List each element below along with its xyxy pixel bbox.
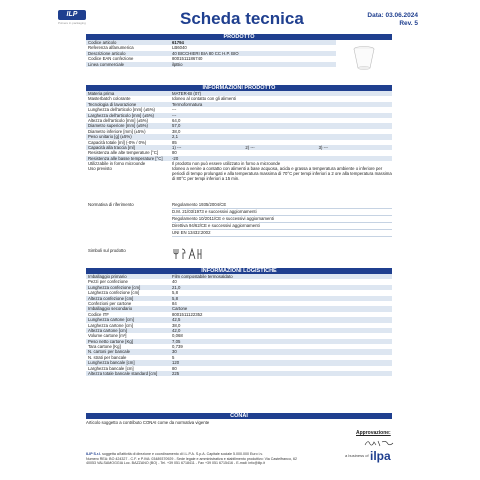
table-row: Materia prima MATER-BI (07) [86, 91, 392, 96]
table-row: Imballaggio secondario Cartone [86, 306, 392, 311]
table-row-uso: Uso previsto Idoneo a venire a contatto con alimenti a base acquosa, acida e grassa a temperatura ambiente o inferiore per periodi di tempo prolungati e alla temperatura massima di 70°C per tempi inferiori a 2 ore alla temperatura massima di 80°C per tempi inferiori a 15 min. [88, 166, 392, 182]
table-row: Diametro inferiore [mm] (±5%) 38,0 [88, 128, 181, 134]
conai-text: Articolo soggetto a contributo CONAI come da normativa vigente [86, 420, 210, 425]
ilip-logo: ILP [58, 10, 86, 20]
table-row: Imballaggio primario Film compostabile termosaldato [86, 274, 392, 279]
table-row: Referenza alfanumerica LB6040 [88, 45, 187, 51]
page-title: Scheda tecnica [180, 9, 304, 28]
table-row: Tecnologia di lavorazione Termoformatura [86, 102, 392, 107]
section-logistiche-heading: INFORMAZIONI LOGISTICHE [86, 268, 392, 274]
footer-line3: 40053 VALSAMOGGIA Loc. BAZZANO (BO) - Tel. +39 051 6718411 - Fax +39 051 6715416 - E-mail: info@ilip.it [86, 461, 266, 466]
table-row: Peso netto cartone [Kg] 7,05 [86, 339, 392, 344]
table-row: Confezioni per cartone 84 [88, 300, 177, 306]
table-row: Volume cartone [m³] 0,068 [88, 333, 183, 339]
footer-company: ILIP S.r.l. [86, 452, 102, 456]
list-item: Regolamento 10/2011/CE e successivi aggiornamenti [172, 216, 392, 223]
food-contact-symbol-icon [172, 248, 212, 260]
table-row: Resistenza alle alte temperature [°C] 80 [88, 150, 177, 156]
table-row: Diametro superiore [mm] (±5%) 57,0 [86, 123, 392, 128]
table-row: Descrizione articolo 40 BICCHIERI BIA 80 CC H.P. BIO [86, 51, 336, 56]
table-row: Linea commerciale ilpBio [86, 62, 336, 67]
revision-label: Rev. 5 [399, 20, 418, 27]
table-row: Capacità totale [ml] (-0% / 0%) 85 [88, 139, 177, 145]
table-row: Larghezza confezione [cm] 5,8 [88, 290, 178, 296]
table-row: N. strati per bancale 5 [88, 354, 175, 360]
table-row-capacita: Capacità alla traccia [ml] 1) --- 2) --- 3) --- [86, 145, 392, 150]
simboli-row [86, 248, 392, 260]
normativa-block [86, 202, 392, 237]
document-header [0, 0, 480, 30]
table-row: Larghezza dell'articolo [mm] (±5%) --- [86, 113, 392, 118]
table-row: Tara cartone [Kg] 0,739 [88, 344, 183, 350]
table-row: Peso unitario [g] (±5%) 2,1 [86, 134, 392, 139]
table-row: Larghezza bancale [cm] 80 [88, 365, 177, 371]
table-row: Lunghezza bancale [cm] 120 [86, 360, 392, 365]
table-row: Codice EAN confezione 8001511186740 [88, 56, 203, 62]
date-label: Data: 03.06.2024 [367, 12, 418, 19]
table-row: Codice articolo 61794 [86, 40, 336, 45]
info-prodotto-table [86, 91, 392, 181]
table-row: Altezza cartone [cm] 42,0 [86, 328, 392, 333]
simboli-label: Simboli sul prodotto [88, 248, 126, 253]
table-row: Masterbatch colorante Idoneo al contatto con gli alimenti [88, 96, 236, 102]
prodotto-table [86, 40, 336, 67]
table-row: Lunghezza confezione [cm] 21,0 [86, 285, 392, 290]
table-row: Altezza totale bancale standard [cm] 225 [86, 371, 392, 376]
section-info-prodotto-heading: INFORMAZIONI PRODOTTO [86, 85, 392, 91]
list-item: Direttiva 94/62/CE e successivi aggiornamenti [172, 223, 392, 230]
normativa-list [172, 202, 392, 237]
table-row: Lunghezza dell'articolo [mm] (±5%) --- [88, 107, 177, 113]
approvazione-label: Approvazione: [356, 430, 391, 436]
signature-stamp-icon [364, 438, 394, 448]
ilpa-logo: ilpa [370, 449, 391, 463]
footer-line1: soggetta all'attività di direzione e coordinamento di I.L.P.A. S.p.A. Capitale sociale 5.000.000 Euro i.v. [102, 452, 263, 456]
logistiche-table [86, 274, 392, 376]
normativa-label: Normativa di riferimento [88, 202, 134, 207]
company-footer [86, 452, 322, 466]
table-row: Altezza dell'articolo [mm] (±5%) 64,0 [88, 117, 181, 123]
date-block [367, 12, 418, 28]
list-item: D.M. 21/03/1973 e successivi aggiornamenti [172, 209, 392, 216]
table-row: Lunghezza cartone [cm] 42,5 [86, 317, 392, 322]
section-prodotto-heading: PRODOTTO [86, 34, 392, 40]
table-row: Codice ITF 8001511122352 [88, 311, 203, 317]
table-row: Altezza confezione [cm] 5,8 [86, 296, 392, 301]
section-conai-heading: CONAI [86, 413, 392, 419]
table-row: N. cartoni per bancale 30 [86, 349, 392, 354]
footer-business-of: a business of [345, 453, 369, 458]
list-item: Regolamento 1935/2004/CE [172, 202, 392, 209]
product-cup-image [352, 45, 376, 71]
logo-subtitle: Polvere in packaging [58, 21, 86, 25]
table-row: Larghezza cartone [cm] 38,0 [88, 322, 181, 328]
table-row: Utilizzabile in forno microonde Il prodotto non può essere utilizzato in forno a microonde [88, 161, 281, 167]
table-row: Resistenza alle basse temperature [°C] -20 [86, 156, 392, 161]
footer-line2: Numero REA: BO 424327 - C.F. e P.IVA: 03489370929 - Sede legale e amministrativa e stabilimento produttivo: Via Castelfranco, 62 [86, 456, 297, 461]
table-row: Pezzi per confezione 40 [88, 279, 177, 285]
list-item: UNI EN 13432:2002 [172, 230, 392, 237]
